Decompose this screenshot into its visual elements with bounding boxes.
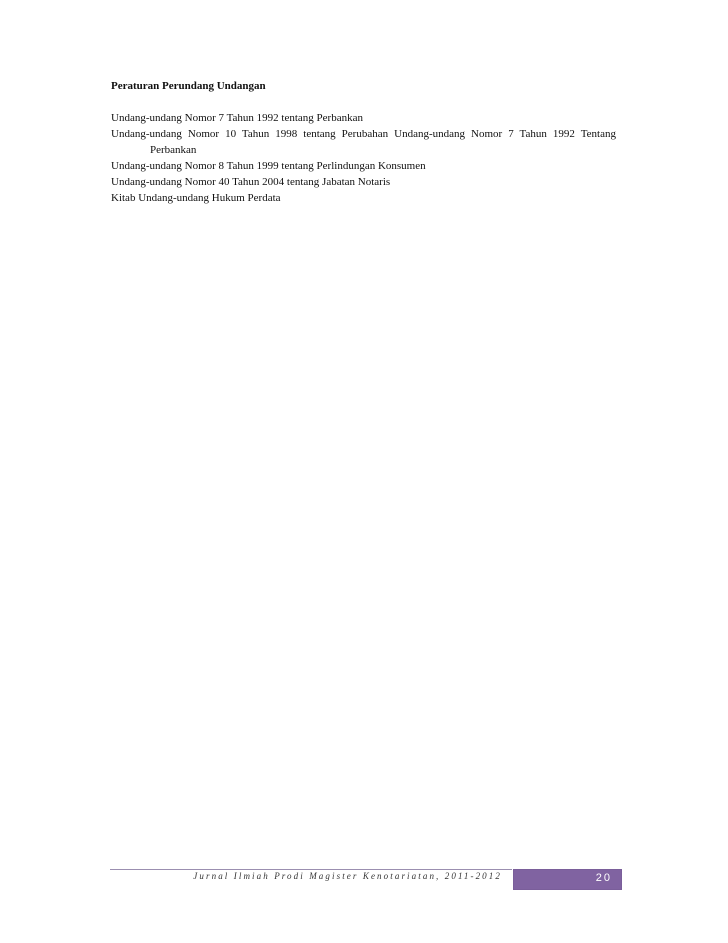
footer-journal-title: Jurnal Ilmiah Prodi Magister Kenotariatan, 2011-2012 — [193, 871, 502, 881]
page-number: 20 — [595, 872, 612, 884]
reference-item: Undang-undang Nomor 40 Tahun 2004 tentang Jabatan Notaris — [111, 176, 391, 188]
section-heading: Peraturan Perundang Undangan — [111, 80, 266, 92]
reference-item: Undang-undang Nomor 7 Tahun 1992 tentang Perbankan — [111, 112, 363, 124]
footer-divider — [110, 869, 512, 870]
reference-item: Undang-undang Nomor 8 Tahun 1999 tentang Perlindungan Konsumen — [111, 160, 426, 172]
page-number-box — [513, 869, 622, 890]
references-section — [111, 78, 616, 206]
reference-list — [111, 110, 616, 206]
reference-item: Kitab Undang-undang Hukum Perdata — [111, 192, 281, 204]
reference-item: Undang-undang Nomor 10 Tahun 1998 tentang Perubahan Undang-undang Nomor 7 Tahun 1992 Tentang Perbankan — [111, 128, 616, 156]
